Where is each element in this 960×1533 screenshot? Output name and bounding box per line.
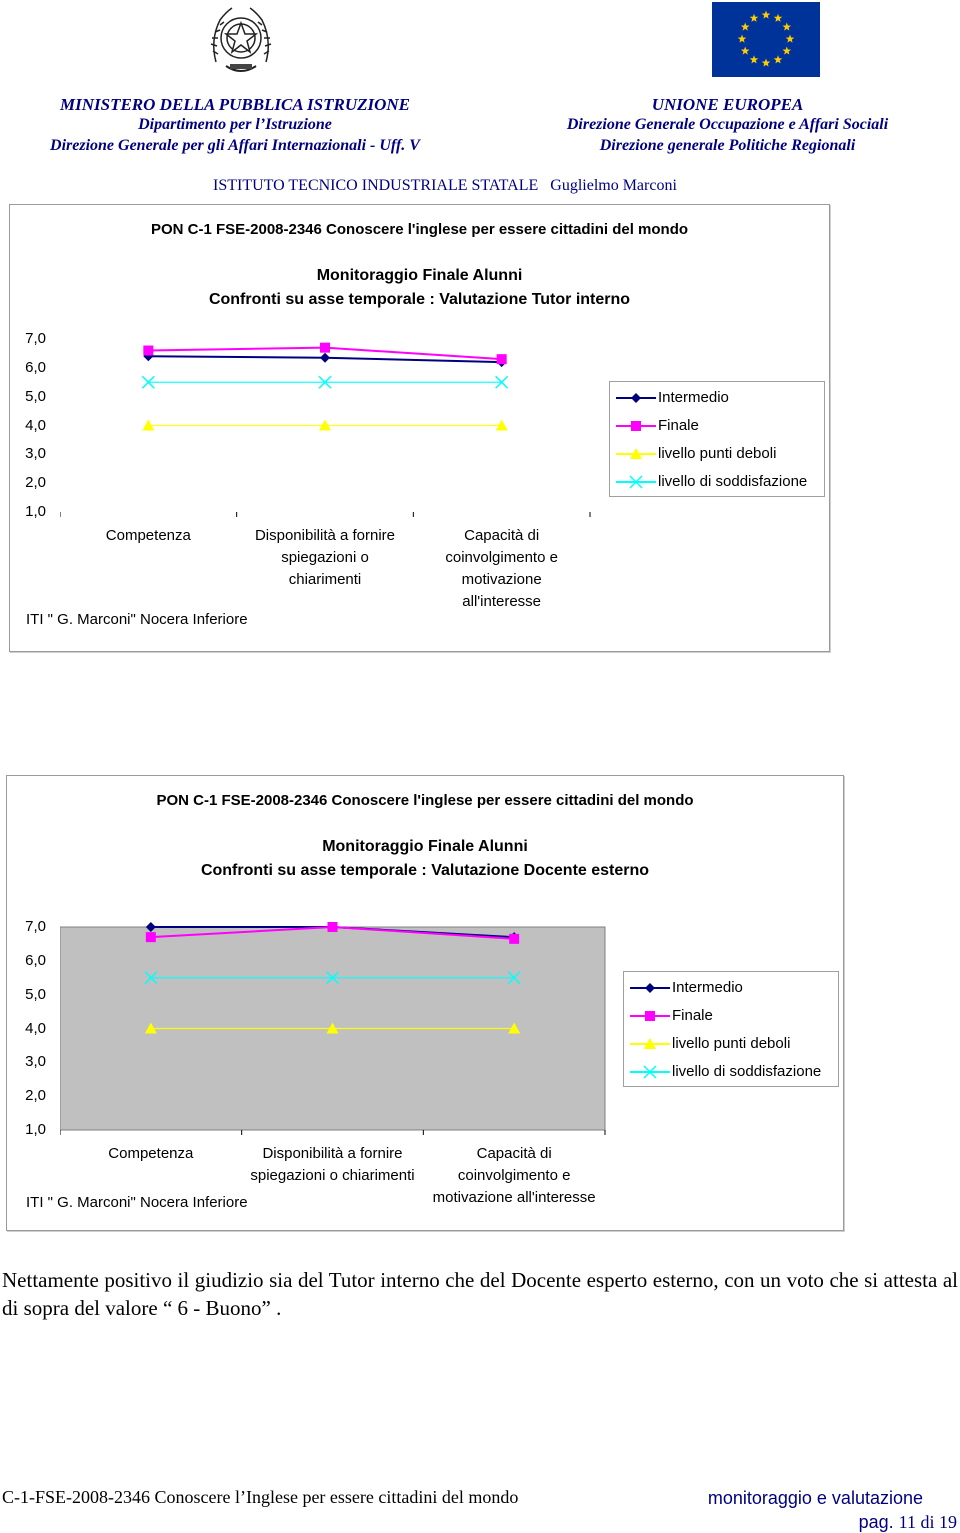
data-point-square xyxy=(328,922,338,932)
page-number xyxy=(859,1512,957,1533)
legend-label: livello di soddisfazione xyxy=(672,1063,822,1080)
legend-swatch xyxy=(616,412,656,440)
y-tick-label: 5,0 xyxy=(25,985,46,1003)
legend-item xyxy=(624,974,838,1002)
legend-label: Intermedio xyxy=(658,389,729,406)
legend-item xyxy=(610,440,824,468)
x-category-label xyxy=(417,525,587,613)
italian-republic-emblem-icon xyxy=(206,4,276,76)
x-category-label xyxy=(63,525,233,547)
x-category-label xyxy=(419,1143,609,1209)
page-number-value: 11 di 19 xyxy=(898,1512,957,1532)
data-point-square xyxy=(143,346,153,356)
legend-item xyxy=(610,468,824,496)
page-number-prefix: pag. xyxy=(858,1512,899,1532)
y-tick-label: 4,0 xyxy=(25,1019,46,1037)
x-category-label-line: chiarimenti xyxy=(288,571,362,588)
x-category-label xyxy=(240,525,410,591)
chart-1-plot xyxy=(60,330,595,520)
eu-flag-icon xyxy=(712,2,820,77)
legend-label: livello di soddisfazione xyxy=(658,473,808,490)
chart-2-title-line3: Confronti su asse temporale : Valutazione Docente esterno xyxy=(200,862,650,879)
chart-1-title-line1: PON C-1 FSE-2008-2346 Conoscere l'inglese per essere cittadini del mondo xyxy=(150,221,689,238)
eu-name: UNIONE EUROPEA xyxy=(651,95,804,114)
legend-swatch xyxy=(630,1058,670,1086)
x-category-label-line: Disponibilità a fornire xyxy=(254,527,396,544)
legend-item xyxy=(624,1002,838,1030)
x-category-label-line: coinvolgimento e xyxy=(445,549,558,566)
x-category-label-line: Capacità di xyxy=(464,527,540,544)
y-tick-label: 2,0 xyxy=(25,474,46,492)
y-tick-label: 3,0 xyxy=(25,445,46,463)
data-point-square xyxy=(146,932,156,942)
legend-item xyxy=(610,412,824,440)
legend-marker xyxy=(631,421,641,431)
data-point-square xyxy=(509,934,519,944)
footer-project: C-1-FSE-2008-2346 Conoscere l’Inglese per essere cittadini del mondo xyxy=(2,1487,519,1507)
chart-1-legend xyxy=(609,381,825,497)
legend-label: livello punti deboli xyxy=(672,1035,791,1052)
legend-swatch xyxy=(630,1030,670,1058)
chart-2-plot xyxy=(60,920,610,1140)
y-tick-label: 3,0 xyxy=(25,1053,46,1071)
y-tick-label: 7,0 xyxy=(25,918,46,935)
ministry-direction: Direzione Generale per gli Affari Internazionali - Uff. V xyxy=(50,137,420,154)
legend-label: Finale xyxy=(672,1007,713,1024)
ministry-name: MINISTERO DELLA PUBBLICA ISTRUZIONE xyxy=(60,95,410,114)
legend-item xyxy=(624,1030,838,1058)
legend-marker xyxy=(631,393,641,403)
data-point-square xyxy=(497,354,507,364)
chart-2-legend xyxy=(623,971,839,1087)
x-category-label-line: Capacità di xyxy=(476,1145,552,1162)
chart-2-title-line1: PON C-1 FSE-2008-2346 Conoscere l'inglese per essere cittadini del mondo xyxy=(156,792,694,809)
y-tick-label: 6,0 xyxy=(25,358,46,376)
body-paragraph xyxy=(2,1266,958,1322)
legend-label: livello punti deboli xyxy=(658,445,777,462)
y-tick-label: 4,0 xyxy=(25,416,46,434)
legend-swatch xyxy=(616,440,656,468)
x-category-label-line: Disponibilità a fornire xyxy=(262,1145,403,1162)
y-tick-label: 1,0 xyxy=(25,503,46,520)
x-category-label-line: all'interesse xyxy=(462,593,542,610)
data-point-square xyxy=(320,343,330,353)
chart-1-title-line2: Monitoraggio Finale Alunni xyxy=(316,267,523,284)
x-category-label xyxy=(238,1143,428,1187)
eu-direction-regional: Direzione generale Politiche Regionali xyxy=(599,137,856,154)
y-tick-label: 6,0 xyxy=(25,951,46,969)
body-paragraph-text: Nettamente positivo il giudizio sia del Tutor interno che del Docente esperto esterno, con un voto che si attesta al di sopra del valore “ 6 - Buono” . xyxy=(2,1268,958,1320)
footer-section: monitoraggio e valutazione xyxy=(707,1488,923,1508)
x-category-label-line: Competenza xyxy=(105,527,191,544)
ministry-department: Dipartimento per l’Istruzione xyxy=(138,116,332,133)
legend-swatch xyxy=(616,384,656,412)
x-category-label-line: spiegazioni o xyxy=(281,549,369,566)
x-category-label-line: Competenza xyxy=(108,1145,194,1162)
legend-item xyxy=(624,1058,838,1086)
y-tick-label: 2,0 xyxy=(25,1087,46,1105)
legend-label: Finale xyxy=(658,417,699,434)
legend-item xyxy=(610,384,824,412)
chart-2-title-line2: Monitoraggio Finale Alunni xyxy=(322,838,528,855)
legend-label: Intermedio xyxy=(672,979,743,996)
legend-swatch xyxy=(616,468,656,496)
x-category-label-line: motivazione xyxy=(461,571,542,588)
x-category-label-line: coinvolgimento e xyxy=(457,1167,571,1184)
legend-swatch xyxy=(630,1002,670,1030)
x-category-label xyxy=(56,1143,246,1165)
y-tick-label: 1,0 xyxy=(25,1121,46,1138)
legend-marker xyxy=(645,1011,655,1021)
eu-direction-occupation: Direzione Generale Occupazione e Affari Sociali xyxy=(566,116,889,133)
x-category-label-line: spiegazioni o chiarimenti xyxy=(250,1167,415,1184)
school-name: ISTITUTO TECNICO INDUSTRIALE STATALE Guglielmo Marconi xyxy=(213,177,677,194)
y-tick-label: 5,0 xyxy=(25,387,46,405)
chart-1-title-line3: Confronti su asse temporale : Valutazione Tutor interno xyxy=(208,291,631,308)
legend-swatch xyxy=(630,974,670,1002)
y-tick-label: 7,0 xyxy=(25,330,46,347)
legend-marker xyxy=(645,983,655,993)
chart-1-source-label: ITI " G. Marconi" Nocera Inferiore xyxy=(26,611,248,628)
chart-2-source-label: ITI " G. Marconi" Nocera Inferiore xyxy=(26,1194,248,1211)
x-category-label-line: motivazione all'interesse xyxy=(432,1189,596,1206)
